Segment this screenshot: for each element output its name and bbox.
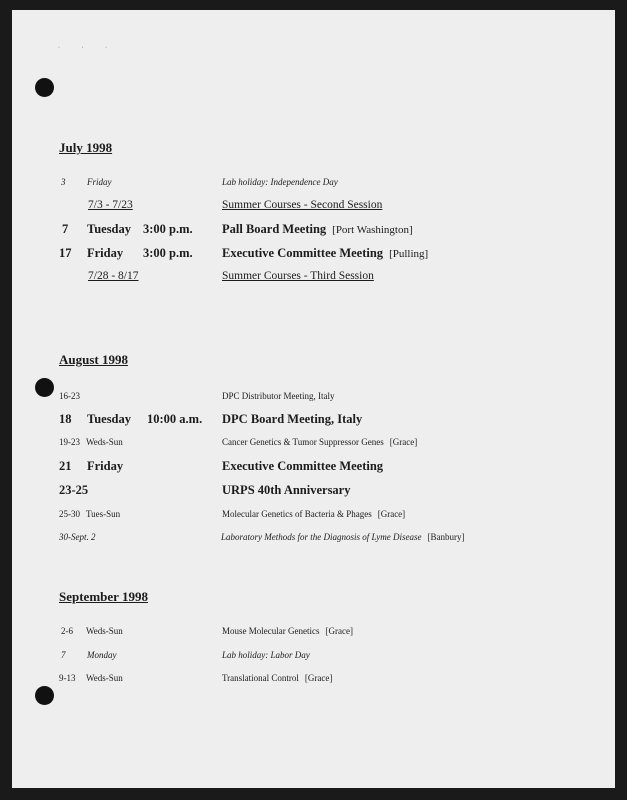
schedule-row (12, 673, 615, 689)
day: 2-6 (61, 626, 73, 636)
event-with-note (221, 532, 464, 542)
event: Laboratory Methods for the Diagnosis of Lyme Disease (221, 532, 422, 542)
location-note: [Grace] (304, 673, 333, 683)
event: Pall Board Meeting (222, 222, 327, 236)
location-note: [Banbury] (427, 532, 465, 542)
location-note: [Port Washington] (332, 224, 413, 236)
day: 25-30 (59, 509, 80, 519)
day: 3 (61, 177, 66, 187)
event: Executive Committee Meeting (222, 246, 384, 260)
day: 23-25 (59, 483, 89, 497)
day: 17 (59, 246, 72, 260)
weekday: Tuesday (87, 412, 132, 426)
day: 7 (62, 222, 69, 236)
day: 19-23 (59, 437, 80, 447)
weekday: Weds-Sun (86, 626, 123, 636)
event-with-note (222, 509, 405, 519)
day: 16-23 (59, 391, 80, 401)
date-range: 7/3 - 7/23 (88, 199, 133, 211)
event: Cancer Genetics & Tumor Suppressor Genes (222, 437, 384, 447)
location-note: [Grace] (377, 509, 406, 519)
weekday: Friday (87, 459, 124, 473)
schedule-row (12, 437, 615, 453)
day: 18 (59, 412, 72, 426)
schedule-row (12, 246, 615, 262)
event-with-note (222, 626, 353, 636)
month-heading-august: August 1998 (59, 352, 128, 367)
schedule-row (12, 222, 615, 238)
event: Molecular Genetics of Bacteria & Phages (222, 509, 372, 519)
punch-hole-top (35, 78, 54, 97)
month-heading-september: September 1998 (59, 589, 148, 604)
location-note: [Pulling] (389, 248, 429, 260)
schedule-row (12, 650, 615, 666)
schedule-row (12, 483, 615, 499)
event: DPC Distributor Meeting, Italy (222, 391, 335, 401)
location-note: [Grace] (325, 626, 353, 636)
event: Summer Courses - Second Session (222, 199, 383, 211)
schedule-row (12, 532, 615, 548)
time: 10:00 a.m. (147, 412, 203, 426)
weekday: Friday (87, 246, 124, 260)
weekday: Tuesday (87, 222, 132, 236)
schedule-row (12, 270, 615, 286)
weekday: Friday (87, 177, 112, 187)
time: 3:00 p.m. (143, 222, 193, 236)
schedule-row (12, 459, 615, 475)
day: 21 (59, 459, 72, 473)
schedule-row (12, 177, 615, 193)
event: Summer Courses - Third Session (222, 270, 374, 282)
event: Executive Committee Meeting (222, 459, 384, 473)
event: URPS 40th Anniversary (222, 483, 351, 497)
event: DPC Board Meeting, Italy (222, 412, 363, 426)
day: 30-Sept. 2 (59, 532, 96, 542)
schedule-row (12, 391, 615, 407)
schedule-row (12, 626, 615, 642)
event-with-note (222, 246, 428, 261)
event: Translational Control (222, 673, 299, 683)
document-page (12, 10, 615, 788)
schedule-row (12, 509, 615, 525)
scan-specks: · · · (58, 45, 117, 51)
schedule-row (12, 412, 615, 428)
event: Lab holiday: Labor Day (222, 650, 310, 660)
event-with-note (222, 673, 332, 683)
weekday: Weds-Sun (86, 437, 123, 447)
time: 3:00 p.m. (143, 246, 193, 260)
day: 9-13 (59, 673, 76, 683)
day: 7 (61, 650, 66, 660)
location-note: [Grace] (389, 437, 418, 447)
weekday: Monday (87, 650, 117, 660)
month-heading-july: July 1998 (59, 140, 113, 155)
event: Lab holiday: Independence Day (222, 177, 338, 187)
schedule-row (12, 199, 615, 215)
event-with-note (222, 222, 413, 237)
date-range: 7/28 - 8/17 (88, 270, 139, 282)
weekday: Weds-Sun (86, 673, 123, 683)
event-with-note (222, 437, 417, 447)
event: Mouse Molecular Genetics (222, 626, 320, 636)
weekday: Tues-Sun (86, 509, 121, 519)
